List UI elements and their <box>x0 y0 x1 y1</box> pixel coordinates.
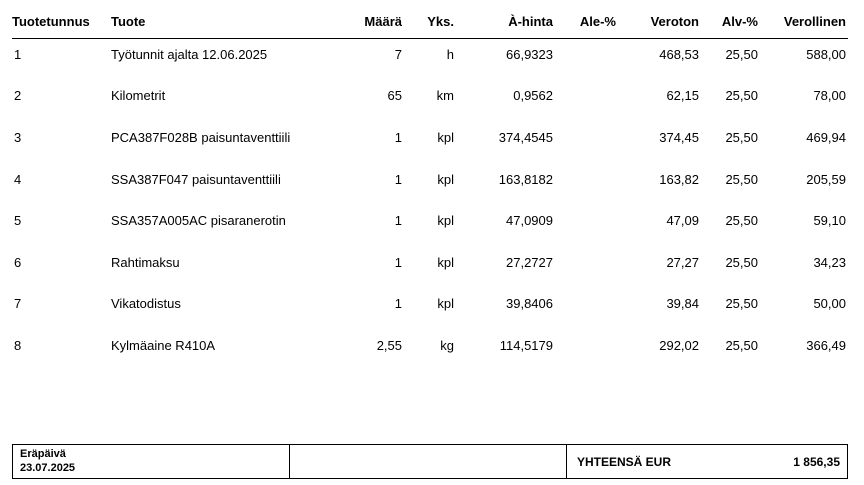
cell-gross: 469,94 <box>806 130 846 145</box>
cell-qty: 7 <box>394 47 402 62</box>
cell-qty: 1 <box>394 130 402 145</box>
cell-net: 39,84 <box>666 296 699 311</box>
cell-net: 62,15 <box>666 88 699 103</box>
col-header-unit-price: À-hinta <box>508 14 553 29</box>
total-amount: 1 856,35 <box>793 455 840 469</box>
total-label: YHTEENSÄ EUR <box>577 455 672 469</box>
cell-code: 4 <box>14 172 22 187</box>
cell-product: SSA387F047 paisuntaventtiili <box>111 172 281 187</box>
footer-middle-box <box>289 445 567 478</box>
cell-product: SSA357A005AC pisaranerotin <box>111 213 286 228</box>
cell-vat: 25,50 <box>725 338 758 353</box>
cell-code: 7 <box>14 296 22 311</box>
cell-product: Vikatodistus <box>111 296 181 311</box>
cell-net: 27,27 <box>666 255 699 270</box>
cell-vat: 25,50 <box>725 172 758 187</box>
table-row <box>0 88 864 108</box>
cell-unit-price: 27,2727 <box>506 255 553 270</box>
cell-unit-price: 47,0909 <box>506 213 553 228</box>
cell-vat: 25,50 <box>725 47 758 62</box>
cell-vat: 25,50 <box>725 255 758 270</box>
col-header-unit: Yks. <box>427 14 454 29</box>
header-divider <box>12 38 848 39</box>
cell-qty: 1 <box>394 172 402 187</box>
col-header-vat: Alv-% <box>721 14 758 29</box>
cell-gross: 34,23 <box>813 255 846 270</box>
due-date-label: Eräpäivä <box>20 448 66 460</box>
cell-unit-price: 114,5179 <box>499 338 553 353</box>
cell-product: Kilometrit <box>111 88 166 103</box>
cell-unit: h <box>446 47 454 62</box>
table-row <box>0 130 864 150</box>
invoice-footer <box>12 444 848 479</box>
cell-unit: kpl <box>437 130 454 145</box>
due-date-box <box>13 445 289 478</box>
cell-unit-price: 374,4545 <box>498 130 553 145</box>
cell-qty: 2,55 <box>376 338 402 353</box>
col-header-qty: Määrä <box>364 14 402 29</box>
cell-gross: 59,10 <box>813 213 846 228</box>
cell-code: 1 <box>14 47 22 62</box>
cell-unit-price: 66,9323 <box>506 47 553 62</box>
col-header-discount: Ale-% <box>579 14 616 29</box>
cell-vat: 25,50 <box>725 88 758 103</box>
cell-unit: kpl <box>437 172 454 187</box>
cell-vat: 25,50 <box>725 130 758 145</box>
cell-unit: kpl <box>437 213 454 228</box>
col-header-code: Tuotetunnus <box>12 14 90 29</box>
table-row <box>0 338 864 358</box>
col-header-gross: Verollinen <box>783 14 846 29</box>
cell-qty: 1 <box>394 213 402 228</box>
cell-gross: 205,59 <box>806 172 846 187</box>
cell-unit-price: 163,8182 <box>498 172 553 187</box>
cell-product: PCA387F028B paisuntaventtiili <box>111 130 291 145</box>
cell-code: 2 <box>14 88 22 103</box>
cell-net: 292,02 <box>659 338 699 353</box>
cell-unit-price: 39,8406 <box>506 296 553 311</box>
cell-qty: 1 <box>394 296 402 311</box>
cell-code: 5 <box>14 213 22 228</box>
cell-qty: 65 <box>387 88 402 103</box>
cell-code: 8 <box>14 338 22 353</box>
cell-qty: 1 <box>394 255 402 270</box>
due-date-value: 23.07.2025 <box>20 462 76 474</box>
col-header-product: Tuote <box>111 14 146 29</box>
cell-unit: km <box>436 88 454 103</box>
cell-gross: 366,49 <box>806 338 846 353</box>
cell-net: 47,09 <box>666 213 699 228</box>
cell-net: 374,45 <box>659 130 699 145</box>
cell-product: Kylmäaine R410A <box>111 338 216 353</box>
cell-unit-price: 0,9562 <box>513 88 553 103</box>
cell-vat: 25,50 <box>725 213 758 228</box>
table-row <box>0 172 864 192</box>
col-header-net: Veroton <box>650 14 699 29</box>
table-row <box>0 296 864 316</box>
cell-gross: 588,00 <box>806 47 846 62</box>
cell-unit: kpl <box>437 255 454 270</box>
cell-vat: 25,50 <box>725 296 758 311</box>
cell-code: 3 <box>14 130 22 145</box>
cell-product: Rahtimaksu <box>111 255 180 270</box>
cell-net: 468,53 <box>659 47 699 62</box>
table-row <box>0 47 864 67</box>
cell-gross: 78,00 <box>813 88 846 103</box>
cell-gross: 50,00 <box>813 296 846 311</box>
cell-product: Työtunnit ajalta 12.06.2025 <box>111 47 268 62</box>
table-row <box>0 255 864 275</box>
cell-code: 6 <box>14 255 22 270</box>
total-box <box>566 445 848 478</box>
table-row <box>0 213 864 233</box>
cell-unit: kpl <box>437 296 454 311</box>
cell-unit: kg <box>440 338 454 353</box>
cell-net: 163,82 <box>659 172 699 187</box>
